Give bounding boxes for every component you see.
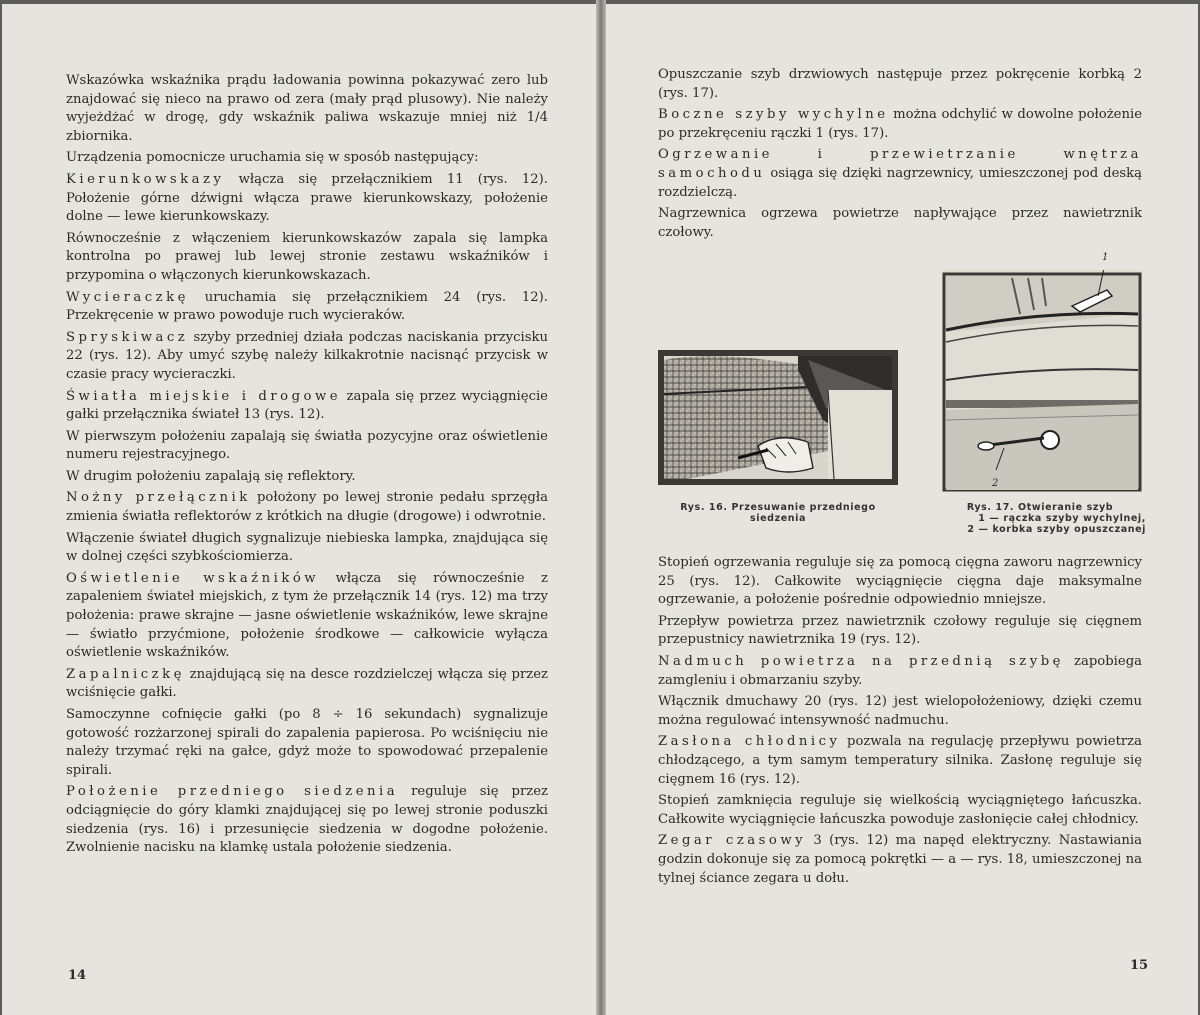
paragraph: [66, 230, 548, 286]
paragraph-text: można odchylić w dowolne położenie po przekręceniu rączki 1 (rys. 17).: [658, 107, 1142, 141]
paragraph-text: szyby przedniej działa podczas naciskania przycisku 22 (rys. 12). Aby umyć szybę należy kilkakrotnie nacisnąć przycisk w czasie pracy wycieraczki.: [66, 329, 548, 382]
paragraph: [658, 792, 1142, 829]
paragraph-text: włącza się równocześnie z zapaleniem świateł miejskich, z tym że przełącznik 14 (rys. 12) ma trzy położenia: prawe skrajne — jasne oświetlenie wskaźników, lewe skrajne — światło przyćmione, położenie środkowe — całkowicie wyłącza oświetlenie wskaźników.: [66, 570, 548, 661]
paragraph-text: Przepływ powietrza przez nawietrznik czołowy reguluje się cięgnem przepustnicy nawietrznika 19 (rys. 12).: [658, 613, 1142, 648]
paragraph: [66, 289, 548, 326]
paragraph: [658, 832, 1142, 888]
paragraph: [658, 653, 1142, 690]
figure-17-label-1: 1: [1102, 252, 1109, 263]
paragraph-text: włącza się przełącznikiem 11 (rys. 12). Położenie górne dźwigni włącza prawe kierunkowskazy, położenie dolne — lewe kierunkowskazy.: [66, 171, 548, 225]
paragraph-text: W drugim położeniu zapalają się reflektory.: [66, 468, 356, 484]
figure-17-windows: [942, 270, 1142, 492]
paragraph: [66, 468, 548, 487]
paragraph: [66, 530, 548, 567]
paragraph: [658, 613, 1142, 650]
paragraph: [66, 706, 548, 780]
paragraph: [658, 554, 1142, 610]
paragraph-text: reguluje się przez odciągnięcie do góry klamki znajdującej się po lewej stronie poduszki siedzenia (rys. 16) i przesunięcie siedzenia w dogodne położenie. Zwolnienie nacisku na klamkę ustala położenie siedzenia.: [66, 784, 548, 856]
figure-16-caption-line1: Rys. 16. Przesuwanie przedniego: [680, 502, 876, 513]
left-page: [2, 4, 597, 1015]
paragraph: [658, 146, 1142, 202]
page-number-left: 14: [68, 968, 87, 983]
paragraph: [658, 66, 1142, 103]
paragraph: [66, 570, 548, 663]
paragraph-text: Wskazówka wskaźnika prądu ładowania powinna pokazywać zero lub znajdować się nieco na prawo od zera (mały prąd plusowy). Nie należy wyjeżdżać w drogę, gdy wskaźnik paliwa wskazuje mniej niż 1/4 zbiornika.: [66, 73, 548, 144]
figure-16-seat: [658, 350, 898, 485]
paragraph-text: Samoczynne cofnięcie gałki (po 8 ÷ 16 sekundach) sygnalizuje gotowość rozżarzonej spirali do zapalenia papierosa. Po wciśnięciu nie należy trzymać ręki na gałce, gdyż może to spowodować przepalenie spirali.: [66, 707, 548, 778]
spaced-heading: Zapalniczkę: [66, 666, 185, 682]
paragraph-text: Włącznik dmuchawy 20 (rys. 12) jest wielopołożeniowy, dzięki czemu można regulować intensywność nadmuchu.: [658, 694, 1142, 728]
figure-17-caption-line3: 2 — korbka szyby opuszczanej: [967, 524, 1146, 535]
paragraph-text: osiąga się dzięki nagrzewnicy, umieszczonej pod deską rozdzielczą.: [658, 165, 1142, 200]
paragraph: [66, 783, 548, 857]
spaced-heading: Nadmuch powietrza na przednią szybę: [658, 653, 1064, 669]
spaced-heading: Spryskiwacz: [66, 329, 189, 345]
figure-16-caption: [658, 502, 898, 524]
figures: [658, 252, 1148, 550]
figure-17-caption-line1: Rys. 17. Otwieranie szyb: [966, 502, 1114, 513]
paragraph: [66, 428, 548, 465]
paragraph-text: W pierwszym położeniu zapalają się światła pozycyjne oraz oświetlenie numeru rejestracyjnego.: [66, 428, 548, 463]
paragraph-text: Włączenie świateł długich sygnalizuje niebieska lampka, znajdująca się w dolnej części szybkościomierza.: [66, 530, 548, 565]
paragraph: [66, 329, 548, 385]
right-page-text-top: [658, 66, 1142, 245]
figure-17-label-2: 2: [992, 478, 999, 489]
paragraph-text: zapobiega zamgleniu i obmarzaniu szyby.: [658, 653, 1142, 688]
paragraph-text: 3 (rys. 12) ma napęd elektryczny. Nastawiania godzin dokonuje się za pomocą pokrętki — a — rys. 18, umieszczonej na tylnej ściance zegara u dołu.: [658, 833, 1142, 886]
paragraph: [658, 733, 1142, 789]
spaced-heading: Wycieraczkę: [66, 289, 189, 305]
paragraph-text: Opuszczanie szyb drzwiowych następuje przez pokręcenie korbką 2 (rys. 17).: [658, 67, 1142, 101]
right-page: [606, 4, 1198, 1015]
paragraph-text: Stopień ogrzewania reguluje się za pomocą cięgna zaworu nagrzewnicy 25 (rys. 12). Całkowite wyciągnięcie cięgna daje maksymalne ogrzewanie, a położenie pośrednie odpowiednio mniejsze.: [658, 555, 1142, 608]
paragraph: [66, 388, 548, 425]
figure-16-caption-line2: siedzenia: [750, 513, 806, 524]
spaced-heading: Kierunkowskazy: [66, 171, 225, 187]
paragraph: [658, 205, 1142, 242]
spaced-heading: Ogrzewanie i przewietrzanie wnętrza samochodu: [658, 147, 1142, 181]
spaced-heading: Zasłona chłodnicy: [658, 734, 841, 750]
paragraph: [658, 693, 1142, 730]
paragraph-text: znajdującą się na desce rozdzielczej włącza się przez wciśnięcie gałki.: [66, 666, 548, 701]
paragraph: [66, 72, 548, 146]
paragraph-text: Równocześnie z włączeniem kierunkowskazów zapala się lampka kontrolna po prawej lub lewej stronie zestawu wskaźników i przypomina o włączonych kierunkowskazach.: [66, 230, 548, 283]
paragraph: [66, 489, 548, 526]
book-gutter: [596, 0, 606, 1015]
paragraph: [66, 149, 548, 168]
right-page-text-bottom: [658, 554, 1142, 891]
page-number-right: 15: [1130, 958, 1149, 973]
paragraph-text: uruchamia się przełącznikiem 24 (rys. 12). Przekręcenie w prawo powoduje ruch wycieraków.: [66, 289, 548, 324]
left-page-text: [66, 72, 548, 861]
paragraph: [66, 171, 548, 227]
spaced-heading: Boczne szyby wychylne: [658, 107, 889, 123]
spaced-heading: Zegar czasowy: [658, 833, 807, 849]
paragraph-text: Stopień zamknięcia reguluje się wielkością wyciągniętego łańcuszka. Całkowite wyciągnięcie łańcuszka powoduje zasłonięcie całej chłodnicy.: [658, 793, 1142, 827]
spaced-heading: Nożny przełącznik: [66, 490, 251, 506]
spaced-heading: Położenie przedniego siedzenia: [66, 784, 399, 800]
paragraph-text: Urządzenia pomocnicze uruchamia się w sposób następujący:: [66, 150, 479, 166]
paragraph-text: zapala się przez wyciągnięcie gałki przełącznika świateł 13 (rys. 12).: [66, 388, 548, 423]
spaced-heading: Oświetlenie wskaźników: [66, 570, 320, 586]
paragraph-text: położony po lewej stronie pedału sprzęgła zmienia światła reflektorów z krótkich na długie (drogowe) i odwrotnie.: [66, 490, 548, 525]
figure-17-caption: [934, 502, 1146, 535]
paragraph-text: Nagrzewnica ogrzewa powietrze napływające przez nawietrznik czołowy.: [658, 206, 1142, 240]
paragraph: [658, 106, 1142, 143]
paragraph-text: pozwala na regulację przepływu powietrza chłodzącego, a tym samym temperatury silnika. Zasłonę reguluje się cięgnem 16 (rys. 12).: [658, 734, 1142, 787]
paragraph: [66, 666, 548, 703]
figure-17-caption-line2: 1 — rączka szyby wychylnej,: [978, 513, 1146, 524]
spaced-heading: Światła miejskie i drogowe: [66, 388, 342, 404]
